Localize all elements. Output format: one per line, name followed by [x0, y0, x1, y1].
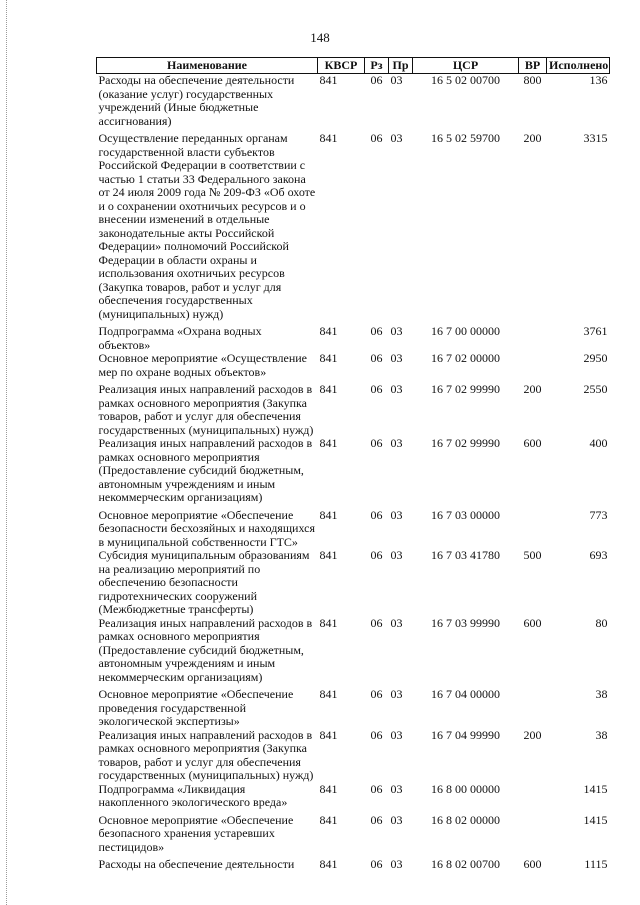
- cell-amount: 38: [595, 727, 608, 742]
- cell-name: Подпрограмма «Ликвидация накопленного экологического вреда»: [98, 781, 288, 809]
- cell-pr: 03: [390, 436, 403, 450]
- cell-csr: 16 8 02 00700: [431, 857, 500, 871]
- cell-name: Осуществление переданных органам государственной власти субъектов Российской Федерации в соответствии с частью 1 статьи 33 Федерального закона от 24 июля 2009 года № 209-ФЗ «Об охоте и о сохранении охотничьих ресурсов и о внесении изменений в отдельные законодательные акты Российской Федерации» полномочий Российской Федерации в области охраны и использования охотничьих ресурсов (Закупка товаров, работ и услуг для обеспечения государственных (муниципальных) нужд): [98, 131, 316, 321]
- cell-pr: 03: [390, 781, 403, 796]
- cell-csr: 16 7 03 99990: [431, 615, 500, 630]
- page-number: 148: [310, 30, 330, 45]
- cell-pr: 03: [390, 324, 403, 338]
- cell-vr: 600: [523, 857, 542, 871]
- cell-kvsr: 841: [319, 781, 338, 796]
- header-pr: Пр: [389, 58, 413, 74]
- cell-rz: 06: [370, 131, 383, 145]
- cell-pr: 03: [390, 507, 403, 522]
- cell-pr: 03: [390, 382, 403, 396]
- cell-amount: 3761: [583, 324, 608, 338]
- cell-amount: 400: [589, 436, 608, 450]
- cell-name: Реализация иных направлений расходов в рамках основного мероприятия (Закупка товаров, работ и услуг для обеспечения государственных (муниципальных) нужд): [98, 727, 314, 782]
- cell-amount: 693: [589, 548, 608, 562]
- cell-kvsr: 841: [319, 727, 338, 742]
- cell-name: Субсидия муниципальным образованиям на реализацию мероприятий по обеспечению безопасности гидротехнических сооружений (Межбюджетные трансферты): [98, 548, 310, 616]
- cell-csr: 16 8 00 00000: [431, 781, 500, 796]
- cell-name: Основное мероприятие «Осуществление мер по охране водных объектов»: [98, 351, 308, 379]
- header-kvsr: КВСР: [318, 58, 365, 74]
- cell-rz: 06: [370, 687, 383, 701]
- cell-rz: 06: [370, 727, 383, 742]
- cell-vr: 200: [523, 727, 542, 742]
- cell-kvsr: 841: [319, 507, 338, 522]
- cell-vr: [519, 783, 547, 810]
- header-vr: ВР: [519, 58, 547, 74]
- cell-pr: 03: [390, 351, 403, 365]
- table-row: [97, 352, 610, 379]
- cell-amount: 1415: [583, 812, 608, 827]
- cell-csr: 16 7 03 41780: [431, 548, 500, 562]
- cell-vr: [519, 321, 547, 352]
- cell-vr: [519, 684, 547, 729]
- table-row: [97, 128, 610, 321]
- cell-pr: 03: [390, 73, 403, 87]
- cell-kvsr: 841: [319, 548, 338, 562]
- table-header-row: [97, 58, 610, 74]
- cell-vr: [519, 352, 547, 379]
- cell-pr: 03: [390, 812, 403, 827]
- scan-edge: [6, 0, 7, 905]
- cell-kvsr: 841: [319, 687, 338, 701]
- cell-csr: 16 5 02 59700: [431, 131, 500, 145]
- cell-name: Основное мероприятие «Обеспечение безопасного хранения устаревших пестицидов»: [98, 812, 294, 854]
- header-name: Наименование: [97, 58, 318, 74]
- cell-csr: 16 8 02 00000: [431, 812, 500, 827]
- cell-rz: 06: [370, 324, 383, 338]
- cell-name: Расходы на обеспечение деятельности: [98, 857, 295, 871]
- table-row: [97, 74, 610, 129]
- cell-rz: 06: [370, 548, 383, 562]
- cell-rz: 06: [370, 615, 383, 630]
- cell-amount: 2550: [583, 382, 608, 396]
- cell-csr: 16 7 02 99990: [431, 436, 500, 450]
- cell-amount: 1415: [583, 781, 608, 796]
- cell-name: Основное мероприятие «Обеспечение проведения государственной экологической экспертизы»: [98, 687, 294, 728]
- cell-csr: 16 7 04 99990: [431, 727, 500, 742]
- table-row: [97, 437, 610, 505]
- cell-csr: 16 7 03 00000: [431, 507, 500, 522]
- cell-vr: 200: [523, 382, 542, 396]
- cell-pr: 03: [390, 548, 403, 562]
- cell-amount: 38: [595, 687, 608, 701]
- cell-vr: 200: [523, 131, 542, 145]
- cell-name: Реализация иных направлений расходов в рамках основного мероприятия (Предоставление субсидий бюджетным, автономным учреждениям и иным некоммерческим организациям): [98, 436, 313, 504]
- cell-rz: 06: [370, 857, 383, 871]
- cell-amount: 1115: [584, 857, 608, 871]
- cell-name: Реализация иных направлений расходов в рамках основного мероприятия (Закупка товаров, работ и услуг для обеспечения государственных (муниципальных) нужд): [98, 382, 314, 437]
- cell-name: Расходы на обеспечение деятельности (оказание услуг) государственных учреждений (Иные бюджетные ассигнования): [98, 73, 295, 128]
- cell-kvsr: 841: [319, 382, 338, 396]
- cell-rz: 06: [370, 812, 383, 827]
- cell-amount: 2950: [583, 351, 608, 365]
- cell-csr: 16 5 02 00700: [431, 73, 500, 87]
- header-amount: Исполнено: [547, 58, 610, 74]
- cell-csr: 16 7 04 00000: [431, 687, 500, 701]
- cell-vr: 500: [523, 548, 542, 562]
- cell-kvsr: 841: [319, 351, 338, 365]
- cell-name: Подпрограмма «Охрана водных объектов»: [98, 324, 262, 352]
- cell-amount: 136: [589, 73, 608, 87]
- cell-kvsr: 841: [319, 812, 338, 827]
- cell-rz: 06: [370, 351, 383, 365]
- table-row: [97, 684, 610, 729]
- cell-kvsr: 841: [319, 73, 338, 87]
- cell-pr: 03: [390, 857, 403, 871]
- header-rz: Рз: [365, 58, 389, 74]
- cell-rz: 06: [370, 73, 383, 87]
- table-row: [97, 549, 610, 617]
- cell-kvsr: 841: [319, 615, 338, 630]
- cell-pr: 03: [390, 131, 403, 145]
- cell-kvsr: 841: [319, 324, 338, 338]
- cell-csr: 16 7 00 00000: [431, 324, 500, 338]
- cell-pr: 03: [390, 687, 403, 701]
- cell-csr: 16 7 02 00000: [431, 351, 500, 365]
- cell-name: Основное мероприятие «Обеспечение безопасности бесхозяйных и находящихся в муниципальной собственности ГТС»: [98, 507, 315, 549]
- cell-kvsr: 841: [319, 857, 338, 871]
- table-row: [97, 729, 610, 783]
- cell-vr: [519, 810, 547, 855]
- table-row: [97, 505, 610, 550]
- cell-rz: 06: [370, 781, 383, 796]
- cell-amount: 773: [589, 507, 608, 522]
- cell-kvsr: 841: [319, 131, 338, 145]
- table-row: [97, 321, 610, 352]
- table-row: [97, 379, 610, 437]
- cell-vr: 600: [523, 615, 542, 630]
- cell-vr: [519, 505, 547, 550]
- cell-amount: 80: [595, 615, 608, 630]
- table-row: [97, 783, 610, 810]
- table-row: [97, 854, 610, 872]
- budget-table: [96, 57, 610, 872]
- cell-name: Реализация иных направлений расходов в рамках основного мероприятия (Предоставление субсидий бюджетным, автономным учреждениям и иным некоммерческим организациям): [98, 615, 313, 684]
- cell-pr: 03: [390, 615, 403, 630]
- cell-rz: 06: [370, 507, 383, 522]
- cell-kvsr: 841: [319, 436, 338, 450]
- table-row: [97, 617, 610, 685]
- cell-csr: 16 7 02 99990: [431, 382, 500, 396]
- cell-rz: 06: [370, 382, 383, 396]
- cell-vr: 600: [523, 436, 542, 450]
- header-csr: ЦСР: [413, 58, 519, 74]
- cell-rz: 06: [370, 436, 383, 450]
- table-row: [97, 810, 610, 855]
- cell-pr: 03: [390, 727, 403, 742]
- cell-vr: 800: [523, 73, 542, 87]
- cell-amount: 3315: [583, 131, 608, 145]
